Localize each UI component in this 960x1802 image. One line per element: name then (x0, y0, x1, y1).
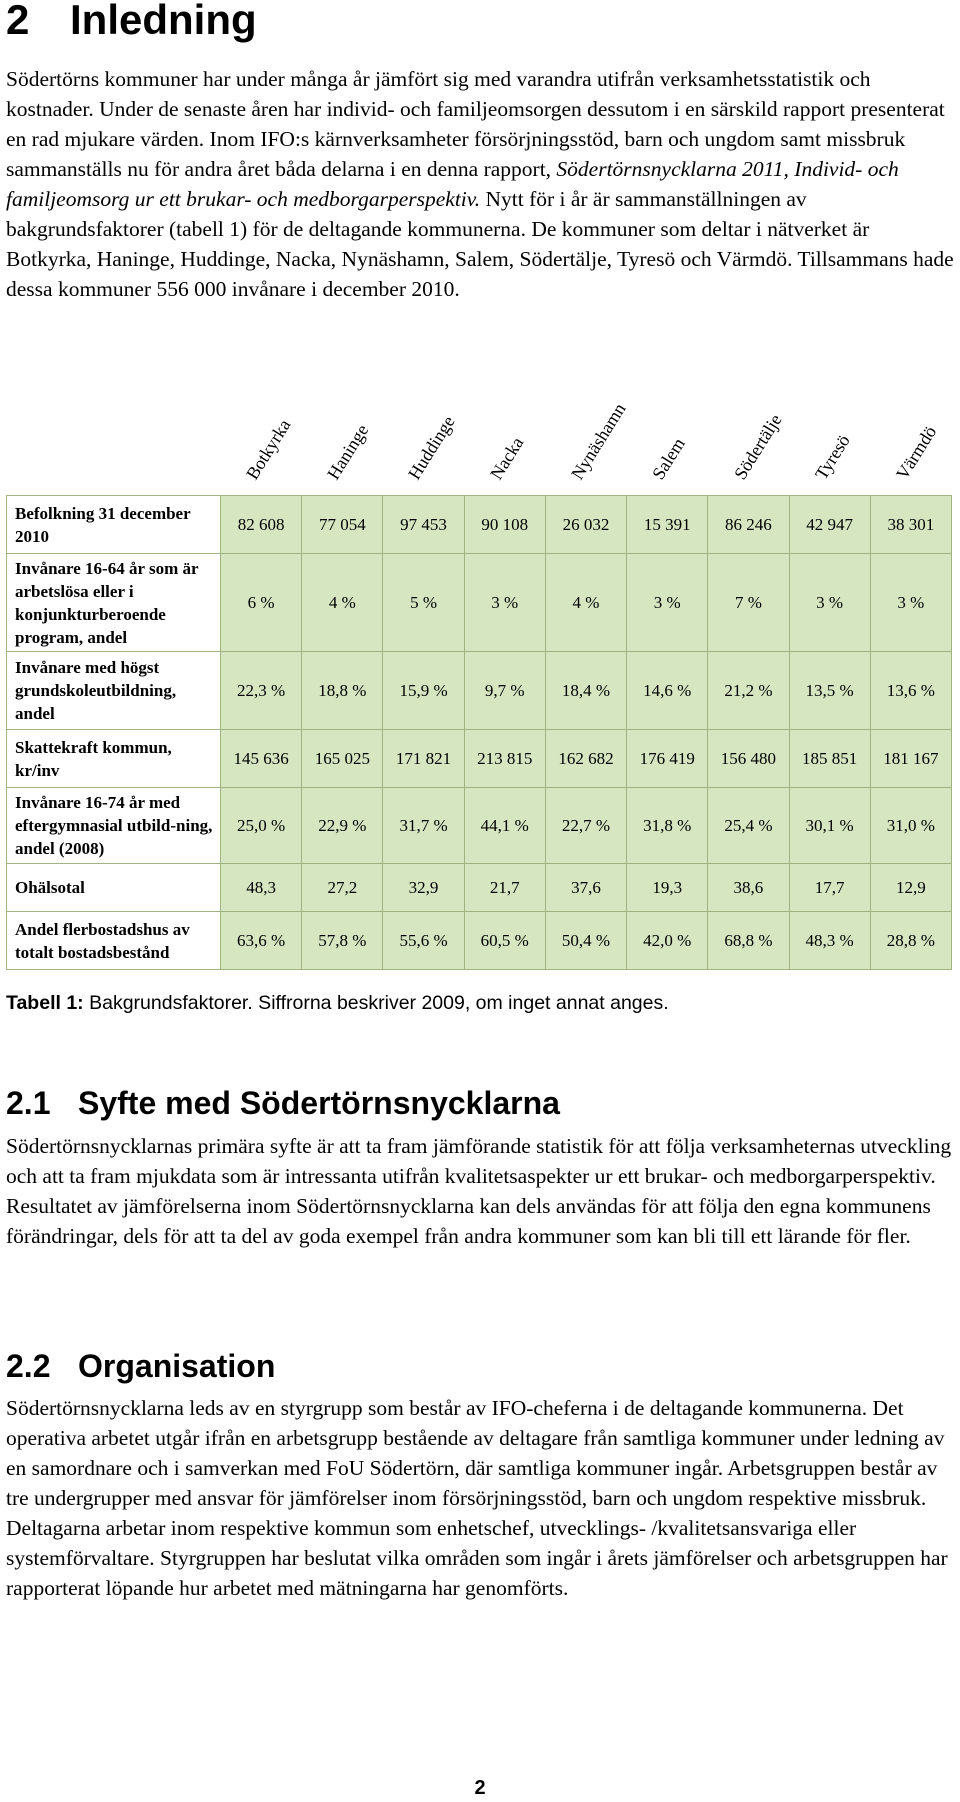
table-cell: 176 419 (627, 730, 708, 788)
table-cell: 165 025 (302, 730, 383, 788)
row-label: Invånare med högst grundskoleutbildning, andel (7, 652, 221, 730)
table-column-headers (0, 395, 960, 485)
row-label: Invånare 16-64 år som är arbetslösa eller i konjunkturberoende program, andel (7, 554, 221, 652)
chapter-title: Inledning (70, 0, 257, 43)
section-2-1-paragraph: Södertörnsnycklarnas primära syfte är att ta fram jämförande statistik för att följa verksamheternas utveckling och att ta fram mjukdata som är intressanta utifrån kvalitetsaspekter ur ett brukar- och medborgarperspektiv. Resultatet av jämförelserna inom Södertörnsnycklarna kan dels användas för att följa den egna kommunens förändringar, dels för att ta del av goda exempel från andra kommuner som kan bli till ett lärande för fler. (6, 1134, 952, 1248)
column-header-municipality: Nacka (485, 433, 528, 483)
section-heading-2-1 (6, 1083, 560, 1123)
table-cell: 213 815 (464, 730, 545, 788)
column-header-municipality: Värmdö (892, 422, 941, 483)
table-cell: 171 821 (383, 730, 464, 788)
table-cell: 77 054 (302, 496, 383, 554)
table-cell: 68,8 % (708, 912, 789, 970)
table-cell: 82 608 (221, 496, 302, 554)
table-cell: 162 682 (545, 730, 626, 788)
table-cell: 25,0 % (221, 788, 302, 864)
column-header-municipality: Salem (648, 434, 690, 483)
table-cell: 145 636 (221, 730, 302, 788)
table-cell: 181 167 (870, 730, 951, 788)
table-caption (6, 990, 669, 1016)
table-cell: 55,6 % (383, 912, 464, 970)
table-cell: 18,4 % (545, 652, 626, 730)
report-title: Södertörnsnycklarna 2011, Individ- och familjeomsorg ur ett brukar- och medborgarperspektiv. (6, 157, 899, 211)
column-header-municipality: Nynäshamn (567, 399, 630, 483)
chapter-number: 2 (6, 0, 30, 43)
table-cell: 22,3 % (221, 652, 302, 730)
intro-text: Södertörns kommuner har under många år jämfört sig med varandra utifrån verksamhetsstatistik och kostnader. Under de senaste åren har individ- och familjeomsorgen dessutom i en särskild rapport presenterat en rad mjukare värden. Inom IFO:s kärnverksamheter försörjningsstöd, barn och ungdom samt missbruk sammanställs nu för andra året båda delarna i en denna rapport, (6, 67, 945, 181)
table-cell: 4 % (545, 554, 626, 652)
caption-text: Bakgrundsfaktorer. Siffrorna beskriver 2009, om inget annat anges. (83, 992, 669, 1014)
column-header-municipality: Södertälje (729, 410, 786, 483)
chapter-heading (6, 0, 257, 46)
table-cell: 15,9 % (383, 652, 464, 730)
table-cell: 13,5 % (789, 652, 870, 730)
table-cell: 31,0 % (870, 788, 951, 864)
table-cell: 38 301 (870, 496, 951, 554)
table-cell: 32,9 (383, 864, 464, 912)
table-row (7, 912, 952, 970)
table-cell: 63,6 % (221, 912, 302, 970)
table-cell: 22,7 % (545, 788, 626, 864)
table-cell: 42 947 (789, 496, 870, 554)
section-number: 2.2 (6, 1348, 51, 1384)
row-label: Invånare 16-74 år med eftergymnasial utbild-ning, andel (2008) (7, 788, 221, 864)
table-cell: 37,6 (545, 864, 626, 912)
table-cell: 185 851 (789, 730, 870, 788)
table-cell: 14,6 % (627, 652, 708, 730)
table-cell: 42,0 % (627, 912, 708, 970)
table-cell: 27,2 (302, 864, 383, 912)
table-cell: 57,8 % (302, 912, 383, 970)
table-cell: 3 % (789, 554, 870, 652)
section-title: Organisation (78, 1348, 276, 1384)
row-label: Andel flerbostadshus av totalt bostadsbestånd (7, 912, 221, 970)
table-row (7, 788, 952, 864)
table-cell: 3 % (870, 554, 951, 652)
table-cell: 26 032 (545, 496, 626, 554)
table-cell: 3 % (627, 554, 708, 652)
section-title: Syfte med Södertörnsnycklarna (78, 1085, 560, 1121)
table-row (7, 496, 952, 554)
table-cell: 19,3 (627, 864, 708, 912)
table-cell: 18,8 % (302, 652, 383, 730)
table-cell: 97 453 (383, 496, 464, 554)
table-cell: 7 % (708, 554, 789, 652)
background-factors-table (6, 495, 952, 970)
table-cell: 60,5 % (464, 912, 545, 970)
table-cell: 21,2 % (708, 652, 789, 730)
page-number: 2 (474, 1777, 486, 1799)
table-cell: 9,7 % (464, 652, 545, 730)
table-cell: 90 108 (464, 496, 545, 554)
table-cell: 38,6 (708, 864, 789, 912)
table-cell: 48,3 (221, 864, 302, 912)
table-cell: 3 % (464, 554, 545, 652)
table-row (7, 864, 952, 912)
section-number: 2.1 (6, 1085, 51, 1121)
table-row (7, 652, 952, 730)
table-cell: 31,8 % (627, 788, 708, 864)
section-2-2-paragraph: Södertörnsnycklarna leds av en styrgrupp som består av IFO-cheferna i de deltagande kommunerna. Det operativa arbetet utgår ifrån en arbetsgrupp bestående av deltagare från samtliga kommuner under ledning av en samordnare och i samverkan med FoU Södertörn, där samtliga kommuner ingår. Arbetsgruppen består av tre undergrupper med ansvar för jämförelser inom försörjningsstöd, barn och ungdom respektive missbruk. Deltagarna arbetar inom respektive kommun som enhetschef, utvecklings- /kvalitetsansvariga eller systemförvaltare. Styrgruppen har beslutat vilka områden som ingår i årets jämförelser och arbetsgruppen har rapporterat löpande hur arbetet med mätningarna har genomförts. (6, 1396, 948, 1600)
row-label: Skattekraft kommun, kr/inv (7, 730, 221, 788)
table-cell: 31,7 % (383, 788, 464, 864)
column-header-municipality: Haninge (323, 420, 373, 483)
table-cell: 17,7 (789, 864, 870, 912)
intro-paragraph (6, 64, 956, 304)
intro-text-end: Nytt för i år är sammanställningen av bakgrundsfaktorer (tabell 1) för de deltagande kommunerna. De kommuner som deltar i nätverket är Botkyrka, Haninge, Huddinge, Nacka, Nynäshamn, Salem, Södertälje, Tyresö och Värmdö. Tillsammans hade dessa kommuner 556 000 invånare i december 2010. (6, 187, 954, 301)
table-cell: 21,7 (464, 864, 545, 912)
column-header-municipality: Botkyrka (241, 415, 295, 483)
table-cell: 86 246 (708, 496, 789, 554)
table-cell: 4 % (302, 554, 383, 652)
caption-label: Tabell 1: (6, 992, 84, 1014)
table-cell: 15 391 (627, 496, 708, 554)
column-header-municipality: Huddinge (404, 412, 459, 483)
table-row (7, 730, 952, 788)
table-cell: 44,1 % (464, 788, 545, 864)
table-cell: 6 % (221, 554, 302, 652)
table-cell: 25,4 % (708, 788, 789, 864)
table-cell: 12,9 (870, 864, 951, 912)
table-cell: 22,9 % (302, 788, 383, 864)
section-heading-2-2 (6, 1346, 275, 1386)
column-header-municipality: Tyresö (811, 431, 854, 483)
table-cell: 13,6 % (870, 652, 951, 730)
table-cell: 50,4 % (545, 912, 626, 970)
table-row (7, 554, 952, 652)
row-label: Befolkning 31 december 2010 (7, 496, 221, 554)
table-cell: 30,1 % (789, 788, 870, 864)
table-cell: 48,3 % (789, 912, 870, 970)
table-cell: 5 % (383, 554, 464, 652)
row-label: Ohälsotal (7, 864, 221, 912)
table-cell: 28,8 % (870, 912, 951, 970)
table-cell: 156 480 (708, 730, 789, 788)
